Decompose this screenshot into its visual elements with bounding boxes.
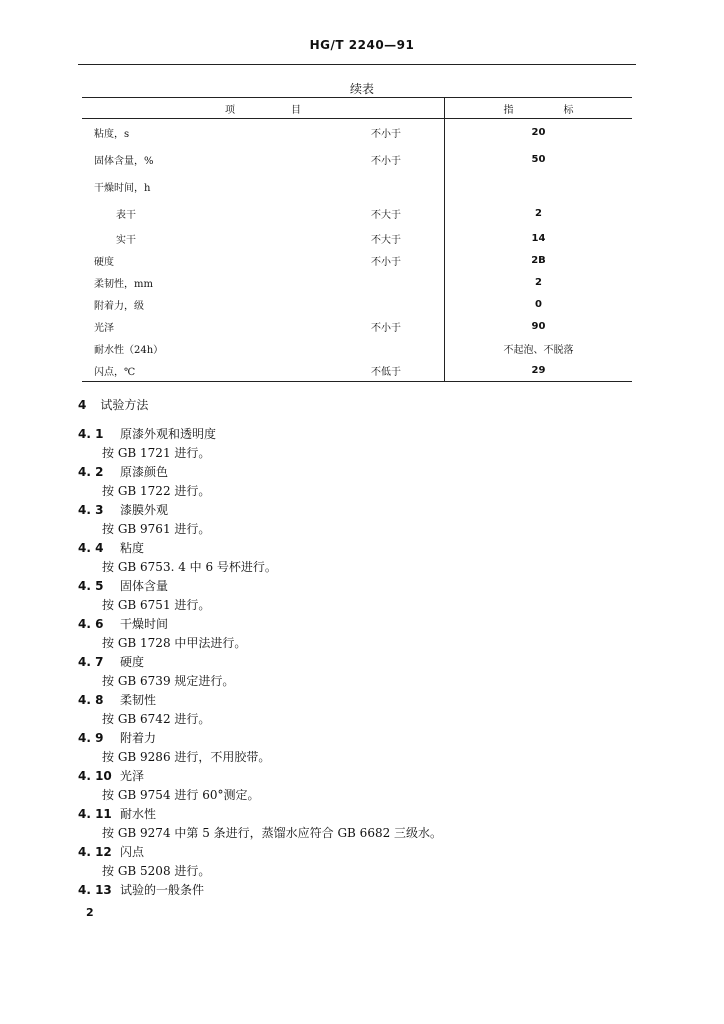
row-name: 硬度 — [94, 256, 114, 268]
row-name: 柔韧性，mm — [94, 278, 153, 290]
row-condition: 不小于 — [371, 256, 401, 268]
table-row — [82, 359, 632, 382]
clause-number: 4. 8 — [78, 693, 104, 707]
row-name: 固体含量，% — [94, 156, 154, 167]
header-rule — [78, 64, 636, 65]
clause — [78, 577, 638, 615]
page-number: 2 — [86, 906, 94, 919]
row-value: 2 — [445, 271, 633, 293]
clause-title: 试验的一般条件 — [120, 883, 205, 897]
clause-number: 4. 12 — [78, 845, 112, 859]
clause-text: 按 GB 6751 进行。 — [102, 598, 211, 612]
table-row — [82, 173, 632, 200]
clause-title: 附着力 — [120, 731, 157, 745]
clause-number: 4. 11 — [78, 807, 112, 821]
table-row — [82, 249, 632, 271]
clause-title: 光泽 — [120, 769, 145, 783]
row-value: 2B — [445, 249, 633, 271]
clause-text: 按 GB 9754 进行 60°测定。 — [102, 788, 260, 802]
table-header-row — [82, 98, 632, 119]
clause-title: 原漆颜色 — [120, 465, 169, 479]
clause-text: 按 GB 5208 进行。 — [102, 864, 211, 878]
clause — [78, 539, 638, 577]
clause — [78, 767, 638, 805]
row-value: 2 — [445, 200, 633, 227]
row-condition: 不大于 — [371, 210, 401, 221]
row-value: 不起泡、不脱落 — [445, 337, 633, 359]
clause-list — [78, 425, 638, 919]
clause — [78, 881, 638, 919]
clause-text: 按 GB 6742 进行。 — [102, 712, 211, 726]
row-name: 光泽 — [94, 322, 114, 334]
table-row — [82, 200, 632, 227]
row-value: 29 — [445, 359, 633, 382]
spec-table — [82, 97, 632, 382]
section-title: 试验方法 — [100, 398, 149, 412]
clause-title: 柔韧性 — [120, 693, 157, 707]
row-condition — [371, 173, 445, 200]
row-condition — [371, 271, 445, 293]
clause-text: 按 GB 1722 进行。 — [102, 484, 211, 498]
clause-number: 4. 3 — [78, 503, 104, 517]
row-value: 90 — [445, 315, 633, 337]
table-row — [82, 227, 632, 249]
clause — [78, 463, 638, 501]
clause-title: 闪点 — [120, 845, 145, 859]
clause-text: 按 GB 9274 中第 5 条进行，蒸馏水应符合 GB 6682 三级水。 — [102, 826, 443, 840]
clause — [78, 501, 638, 539]
section-number: 4 — [78, 398, 87, 412]
clause-number: 4. 5 — [78, 579, 104, 593]
table-row — [82, 119, 632, 147]
row-condition — [371, 337, 445, 359]
row-name: 实干 — [116, 234, 136, 246]
row-condition: 不小于 — [371, 322, 401, 334]
table-row — [82, 337, 632, 359]
clause-number: 4. 6 — [78, 617, 104, 631]
row-condition: 不低于 — [371, 359, 445, 382]
column-header-item: 项目 — [82, 98, 445, 119]
clause — [78, 691, 638, 729]
clause-title: 硬度 — [120, 655, 145, 669]
clause-title: 粘度 — [120, 541, 145, 555]
row-name: 闪点，℃ — [82, 359, 371, 382]
clause-title: 漆膜外观 — [120, 503, 169, 517]
clause — [78, 729, 638, 767]
table-row — [82, 293, 632, 315]
clause-title: 耐水性 — [120, 807, 157, 821]
section-heading — [78, 396, 148, 413]
clause-number: 4. 10 — [78, 769, 112, 783]
clause-title: 固体含量 — [120, 579, 169, 593]
row-name: 附着力，级 — [94, 300, 144, 312]
clause-number: 4. 4 — [78, 541, 104, 555]
column-header-value: 指标 — [445, 98, 633, 119]
row-value: 50 — [445, 146, 633, 173]
document-header: HG/T 2240—91 — [309, 38, 415, 52]
clause-number: 4. 2 — [78, 465, 104, 479]
clause-text: 按 GB 6739 规定进行。 — [102, 674, 235, 688]
clause — [78, 843, 638, 881]
clause-text: 按 GB 1721 进行。 — [102, 446, 211, 460]
row-name: 表干 — [116, 210, 136, 221]
row-condition: 不大于 — [371, 234, 401, 246]
clause — [78, 425, 638, 463]
clause-text: 按 GB 1728 中甲法进行。 — [102, 636, 247, 650]
row-name: 干燥时间，h — [94, 183, 151, 194]
clause-number: 4. 1 — [78, 427, 104, 441]
row-value: 14 — [445, 227, 633, 249]
clause — [78, 805, 638, 843]
clause-number: 4. 13 — [78, 883, 112, 897]
clause-title: 原漆外观和透明度 — [120, 427, 217, 441]
clause — [78, 615, 638, 653]
row-name: 粘度，s — [94, 129, 130, 140]
table-row — [82, 315, 632, 337]
clause-text: 按 GB 6753. 4 中 6 号杯进行。 — [102, 560, 277, 574]
row-value — [445, 173, 633, 200]
table-row — [82, 271, 632, 293]
clause — [78, 653, 638, 691]
clause-text: 按 GB 9286 进行，不用胶带。 — [102, 750, 271, 764]
row-condition: 不小于 — [371, 156, 401, 167]
row-value: 0 — [445, 293, 633, 315]
row-name: 耐水性（24h） — [94, 344, 164, 356]
row-value: 20 — [445, 119, 633, 147]
table-row — [82, 146, 632, 173]
row-condition — [371, 293, 445, 315]
table-title: 续表 — [349, 82, 374, 96]
clause-number: 4. 7 — [78, 655, 104, 669]
clause-text: 按 GB 9761 进行。 — [102, 522, 211, 536]
clause-title: 干燥时间 — [120, 617, 169, 631]
clause-number: 4. 9 — [78, 731, 104, 745]
row-condition: 不小于 — [371, 129, 401, 140]
